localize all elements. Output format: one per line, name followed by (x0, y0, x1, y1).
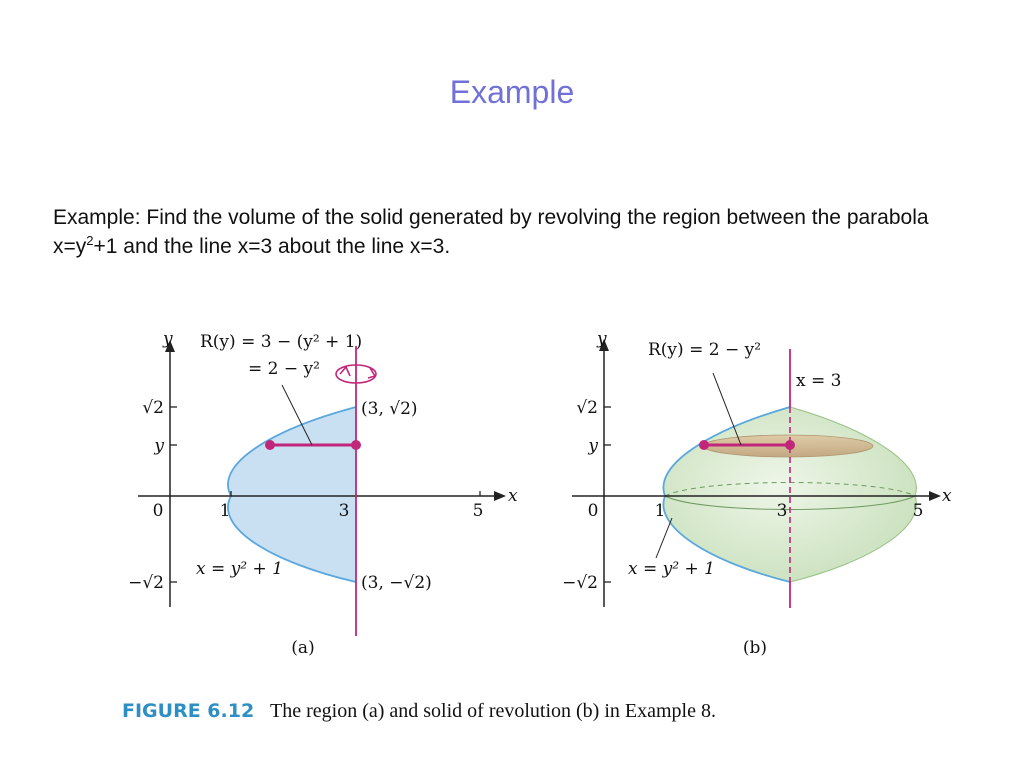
y-axis-label-b: y (597, 329, 607, 349)
region-fill (228, 407, 356, 582)
y-tick-label-neg-sqrt2-b: −√2 (562, 573, 598, 593)
y-tick-label-sqrt2-b: √2 (576, 398, 598, 418)
radius-label-line1: R(y) = 3 − (y² + 1) (200, 332, 363, 352)
radius-label-b: R(y) = 2 − y² (648, 340, 762, 360)
x-tick-label-3: 3 (338, 501, 350, 521)
solid-of-revolution (663, 407, 916, 582)
panel-a-label: (a) (291, 638, 315, 658)
curve-label-b: x = y² + 1 (628, 559, 715, 579)
origin-label-b: 0 (587, 501, 599, 521)
y-axis-label: y (163, 329, 173, 349)
panel-b (562, 329, 952, 658)
figure-caption-label: FIGURE 6.12 (122, 700, 255, 722)
curve-label: x = y² + 1 (196, 559, 283, 579)
curve-leader-line-b (656, 518, 672, 558)
x-tick-label-5-b: 5 (912, 501, 924, 521)
x-axis-label: x (508, 486, 518, 506)
figure-caption-text: The region (a) and solid of revolution (b) in Example 8. (270, 700, 716, 722)
y-tick-label-sqrt2: √2 (142, 398, 164, 418)
panel-b-label: (b) (742, 638, 768, 658)
radius-label-line2: = 2 − y² (248, 359, 320, 379)
radius-start-dot-b (699, 440, 709, 450)
problem-exponent: 2 (86, 233, 94, 248)
radius-start-dot (265, 440, 275, 450)
x-tick-label-1: 1 (219, 501, 231, 521)
y-tick-label-y: y (154, 436, 164, 456)
origin-label: 0 (152, 501, 164, 521)
x-tick-label-3-b: 3 (776, 501, 788, 521)
upper-point-label: (3, √2) (361, 399, 418, 419)
x-tick-label-1-b: 1 (654, 501, 666, 521)
problem-text-part1: Example: Find the volume of the solid generated by revolving the region between the parabola x=y (53, 206, 929, 258)
x-tick-label-5: 5 (472, 501, 484, 521)
lower-point-label: (3, −√2) (361, 573, 432, 593)
radius-end-dot-b (785, 440, 795, 450)
panel-a (128, 329, 518, 658)
x-axis-arrow-b (929, 491, 941, 501)
x-axis-label-b: x (942, 486, 952, 506)
radius-end-dot (351, 440, 361, 450)
line-label-b: x = 3 (796, 371, 842, 391)
y-tick-label-neg-sqrt2: −√2 (128, 573, 164, 593)
problem-text-part2: +1 and the line x=3 about the line x=3. (93, 235, 451, 258)
x-axis-arrow (494, 491, 506, 501)
slide-title: Example (449, 74, 575, 110)
y-tick-label-y-b: y (588, 436, 598, 456)
